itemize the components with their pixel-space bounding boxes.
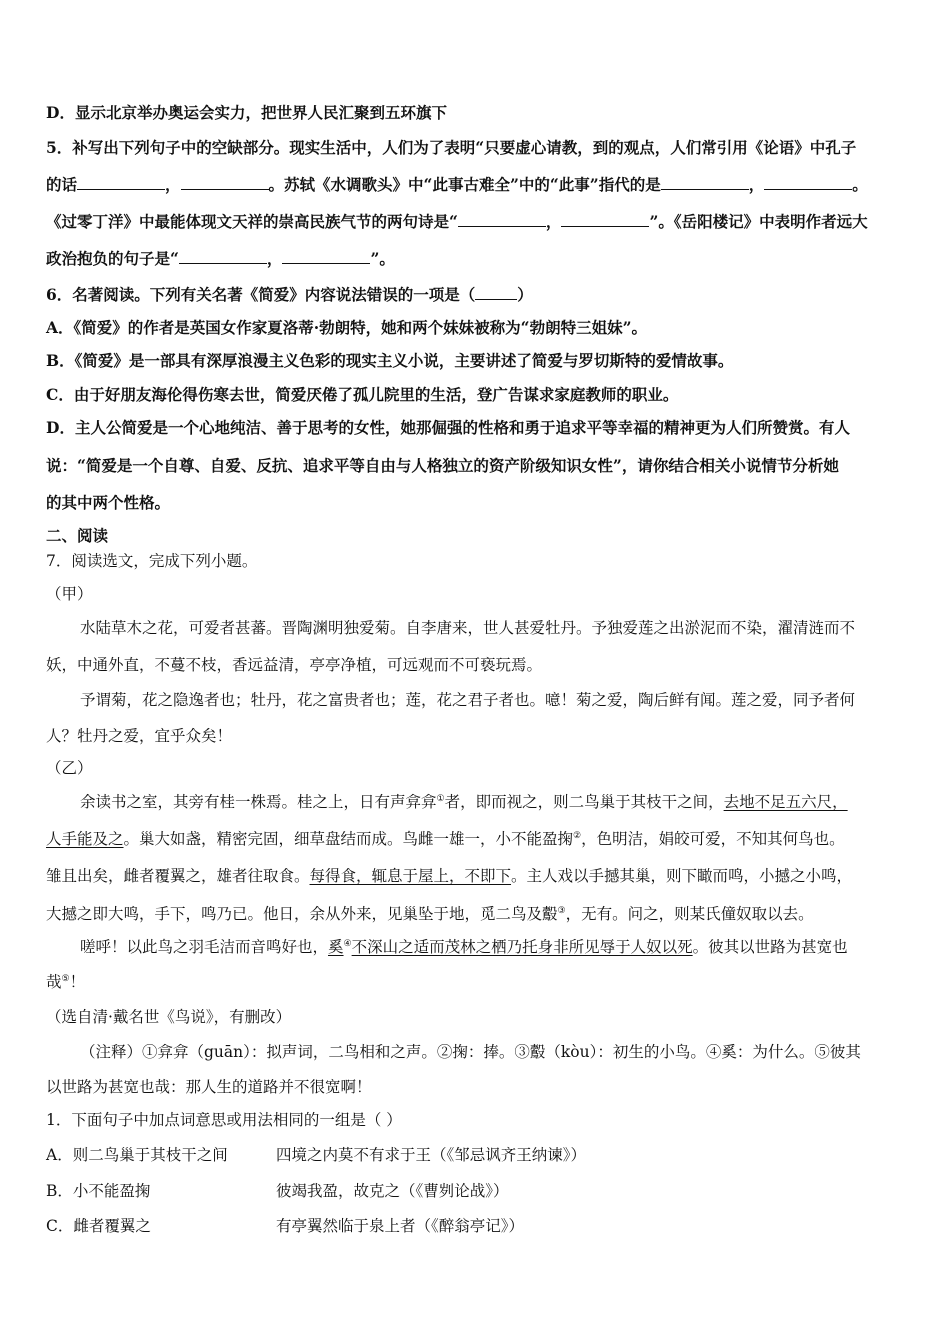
text: 的话 [46,175,78,194]
text: 者，即而视之，则二鸟巢于其枝干之间， [444,793,724,811]
passage-yi-line [46,904,814,924]
q5-line-1: 5．补写出下列句子中的空缺部分。现实生活中，人们为了表明“只要虚心请教，到的观点，人们常引用《论语》中孔子 [46,138,857,157]
passage-yi-label: （乙） [46,759,93,777]
text: 6．名著阅读。下列有关名著《简爱》内容说法错误的一项是（ [46,285,476,304]
option-compare-text: 彼竭我盈，故克之（《曹刿论战》） [276,1182,509,1200]
q5-line-2 [46,175,868,195]
text: 《过零丁洋》中最能体现文天祥的崇高民族气节的两句诗是“ [46,212,458,231]
option-compare-text: 四境之内莫不有求于王（《邹忌讽齐王纳谏》） [276,1146,587,1164]
text: 雏且出矣，雌者覆翼之，雄者往取食。 [46,867,310,885]
text: ”。 [370,249,395,268]
subq1-option-a [46,1145,906,1165]
text: 大撼之即大鸣，手下，鸣乃已。他日，余从外来，见巢坠于地，觅二鸟及鷇 [46,905,558,923]
subq1-option-b [46,1181,906,1201]
passage-yi-line [46,829,845,849]
text: ， [748,175,765,194]
q6-option-d-line-2: 说：“简爱是一个自尊、自爱、反抗、追求平等自由与人格独立的资产阶级知识女性”，请你结合相关小说情节分析她 [46,456,839,475]
passage-notes-line-2: 以世路为甚宽也哉：那人生的道路并不很宽啊！ [46,1078,372,1096]
underlined-text: 不深山之适而茂林之栖乃托身非所见辱于人奴以死 [351,938,693,956]
passage-source: （选自清·戴名世《鸟说》，有删改） [46,1008,292,1026]
option-text: B．小不能盈掬 [46,1182,151,1200]
q6-option-c: C．由于好朋友海伦得伤寒去世，简爱厌倦了孤儿院里的生活，登广告谋求家庭教师的职业。 [46,385,679,404]
passage-notes-line-1: （注释）①弇弇（guān）：拟声词，二鸟相和之声。②掬：捧。③鷇（kòu）：初生的小鸟。④奚：为什么。⑤彼其 [80,1043,861,1061]
footnote-marker: ④ [343,938,352,949]
option-text: A．则二鸟巢于其枝干之间 [46,1146,228,1164]
option-compare-text: 有亭翼然临于泉上者（《醉翁亭记》） [276,1217,525,1235]
answer-blank[interactable] [458,212,546,227]
answer-blank[interactable] [282,249,370,264]
q6-option-a: A．《简爱》的作者是英国女作家夏洛蒂·勃朗特，她和两个妹妹被称为“勃朗特三姐妹”。 [46,318,648,337]
text: 嗟呼！以此鸟之羽毛洁而音鸣好也， [80,938,329,956]
option-text: C．雌者覆翼之 [46,1217,151,1235]
text: 。 [852,175,868,194]
answer-blank[interactable] [561,212,649,227]
passage-yi-line [80,792,848,812]
answer-blank[interactable] [77,175,165,190]
footnote-marker: ③ [557,905,566,916]
q5-line-4 [46,249,395,269]
text: 。苏轼《水调歌头》中“此事古难全”中的“此事”指代的是 [268,175,661,194]
q6-option-d-line-3: 的其中两个性格。 [46,493,171,512]
q5-line-3 [46,212,868,232]
passage-jia-label: （甲） [46,585,93,603]
text: ，无有。问之，则某氏僮奴取以去。 [565,905,814,923]
passage-yi-line [46,972,85,992]
text: ！ [69,973,86,991]
underlined-text: 每得食，辄息于屋上，不即下 [309,867,512,885]
text: ， [165,175,181,194]
text: 哉 [46,973,62,991]
text: ） [517,285,533,304]
underlined-text: 去地不足五六尺， [723,793,848,811]
answer-blank[interactable] [661,175,749,190]
footnote-marker: ① [436,793,445,804]
text: ，色明洁，娟皎可爱，不知其何鸟也。 [581,830,845,848]
q6-option-b: B．《简爱》是一部具有深厚浪漫主义色彩的现实主义小说，主要讲述了简爱与罗切斯特的爱情故事。 [46,351,734,370]
answer-blank[interactable] [764,175,852,190]
section-heading: 二、阅读 [46,526,109,545]
q7-stem: 7．阅读选文，完成下列小题。 [46,552,258,570]
text: 。巢大如盏，精密完固，细草盘结而成。鸟雌一雄一，小不能盈掬 [123,830,574,848]
subq1-stem: 1．下面句子中加点词意思或用法相同的一组是（ ） [46,1111,402,1129]
footnote-marker: ② [573,830,582,841]
text: ， [545,212,562,231]
underlined-text: 奚 [328,938,344,956]
text: 。主人戏以手撼其巢，则下瞰而鸣，小撼之小鸣， [511,867,853,885]
passage-jia-line: 妖，中通外直，不蔓不枝，香远益清，亭亭净植，可远观而不可亵玩焉。 [46,656,543,674]
text: ， [266,249,283,268]
passage-jia-line: 水陆草木之花，可爱者甚蕃。晋陶渊明独爱菊。自李唐来，世人甚爱牡丹。予独爱莲之出淤泥而不染，濯清涟而不 [80,619,856,637]
text: ”。《岳阳楼记》中表明作者远大 [649,212,868,231]
footnote-marker: ⑤ [61,973,70,984]
subq1-option-c [46,1216,906,1236]
answer-blank[interactable] [179,249,267,264]
text: 。彼其以世路为甚宽也 [692,938,848,956]
q6-stem [46,285,533,305]
q4-option-d: D．显示北京举办奥运会实力，把世界人民汇聚到五环旗下 [46,103,447,122]
text: 余读书之室，其旁有桂一株焉。桂之上，日有声弇弇 [80,793,437,811]
answer-blank[interactable] [181,175,269,190]
passage-jia-line: 人？牡丹之爱，宜乎众矣！ [46,727,233,745]
answer-blank[interactable] [475,285,517,300]
passage-yi-line [46,866,852,886]
passage-jia-line: 予谓菊，花之隐逸者也；牡丹，花之富贵者也；莲，花之君子者也。噫！菊之爱，陶后鲜有闻。莲之爱，同予者何 [80,691,856,709]
q6-option-d-line-1: D．主人公简爱是一个心地纯洁、善于思考的女性，她那倔强的性格和勇于追求平等幸福的精神更为人们所赞赏。有人 [46,418,850,437]
underlined-text: 人手能及之 [46,830,124,848]
passage-yi-line [80,937,848,957]
text: 政治抱负的句子是“ [46,249,179,268]
